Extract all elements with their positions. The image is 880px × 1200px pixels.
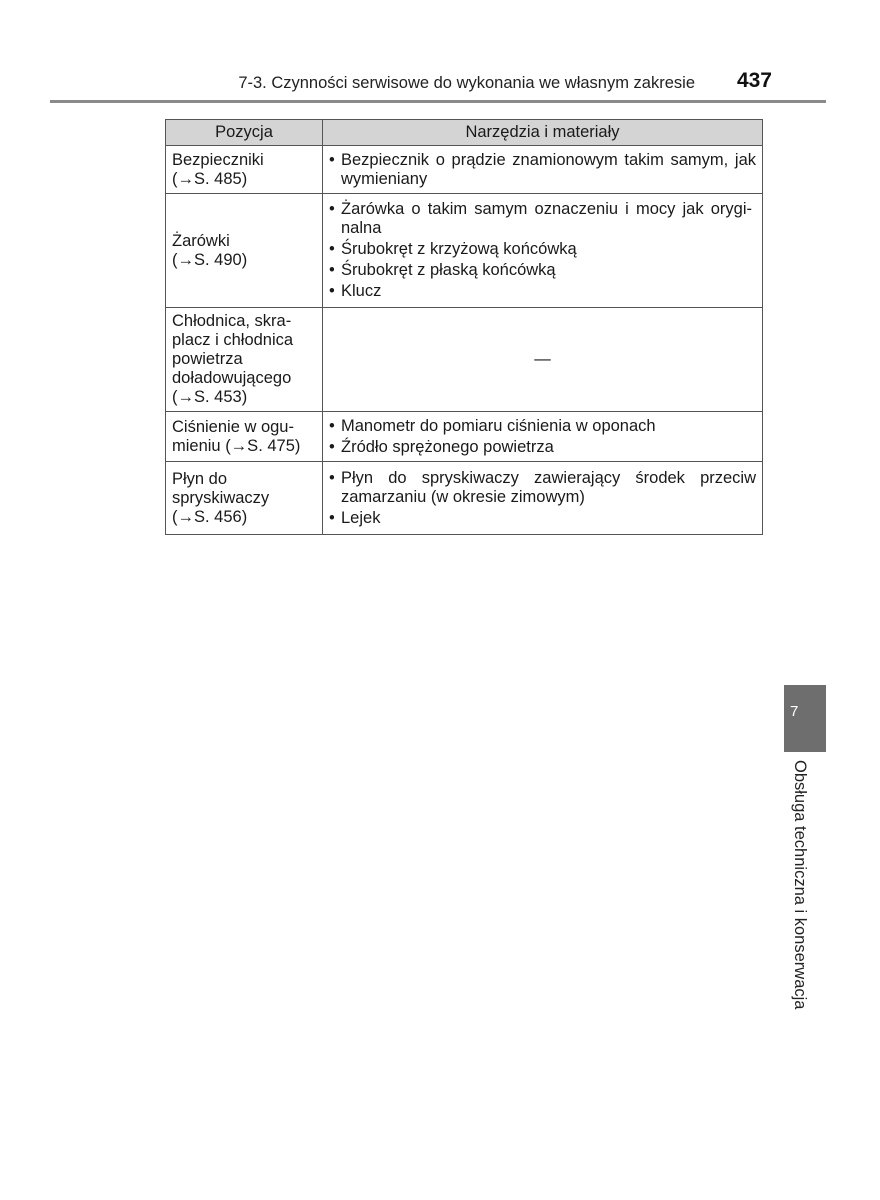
position-line: spryskiwaczy (172, 488, 270, 507)
position-line: (→S. 456) (172, 507, 248, 526)
position-line: Ciśnienie w ogu- (172, 417, 294, 436)
position-cell (166, 146, 323, 194)
page-number: 437 (736, 69, 772, 92)
list-item: • Lejek (329, 509, 756, 528)
tools-cell (323, 412, 763, 462)
list-item: • Śrubokręt z krzyżową końcówką (329, 240, 756, 259)
list-item: • Klucz (329, 282, 756, 301)
position-line: placz i chłodnica (172, 331, 294, 349)
list-item: • Śrubokręt z płaską końcówką (329, 261, 756, 280)
position-line: doładowującego (172, 369, 292, 387)
table-header-row (166, 120, 763, 146)
table-row (166, 308, 763, 412)
table-row (166, 194, 763, 308)
position-line: (→S. 485) (172, 169, 248, 188)
column-header-tools: Narzędzia i materiały (323, 120, 763, 146)
position-line: Płyn do (172, 469, 228, 488)
empty-dash: — (323, 308, 763, 412)
table-row (166, 462, 763, 535)
position-line: mieniu (→S. 475) (172, 436, 301, 455)
chapter-title: Obsługa techniczna i konserwacja (791, 760, 809, 1010)
position-cell (166, 412, 323, 462)
position-line: Bezpieczniki (172, 150, 264, 169)
column-header-position: Pozycja (166, 120, 323, 146)
page-header (0, 62, 880, 102)
position-cell (166, 462, 323, 535)
section-title: 7-3. Czynności serwisowe do wykonania we własnym zakresie (238, 74, 695, 92)
tools-cell (323, 194, 763, 308)
tools-cell (323, 146, 763, 194)
table-row (166, 146, 763, 194)
position-line: Żarówki (172, 231, 230, 250)
chapter-number: 7 (790, 703, 799, 720)
position-line: (→S. 490) (172, 250, 248, 269)
list-item: • Płyn do spryskiwaczy zawierający środek przeciw zamarzaniu (w okresie zimowym) (329, 469, 756, 507)
position-cell (166, 308, 323, 412)
position-cell (166, 194, 323, 308)
tools-cell (323, 462, 763, 535)
chapter-tab (784, 685, 826, 752)
tools-table (165, 119, 763, 535)
position-line: (→S. 453) (172, 388, 248, 406)
header-divider (50, 100, 826, 103)
table-row (166, 412, 763, 462)
list-item: • Źródło sprężonego powietrza (329, 438, 756, 457)
list-item: • Manometr do pomiaru ciśnienia w oponach (329, 417, 756, 436)
list-item: • Żarówka o takim samym oznaczeniu i mocy jak orygi-nalna (329, 200, 756, 238)
position-line: powietrza (172, 350, 243, 368)
list-item: • Bezpiecznik o prądzie znamionowym takim samym, jak wymieniany (329, 151, 756, 189)
position-line: Chłodnica, skra- (172, 312, 292, 330)
